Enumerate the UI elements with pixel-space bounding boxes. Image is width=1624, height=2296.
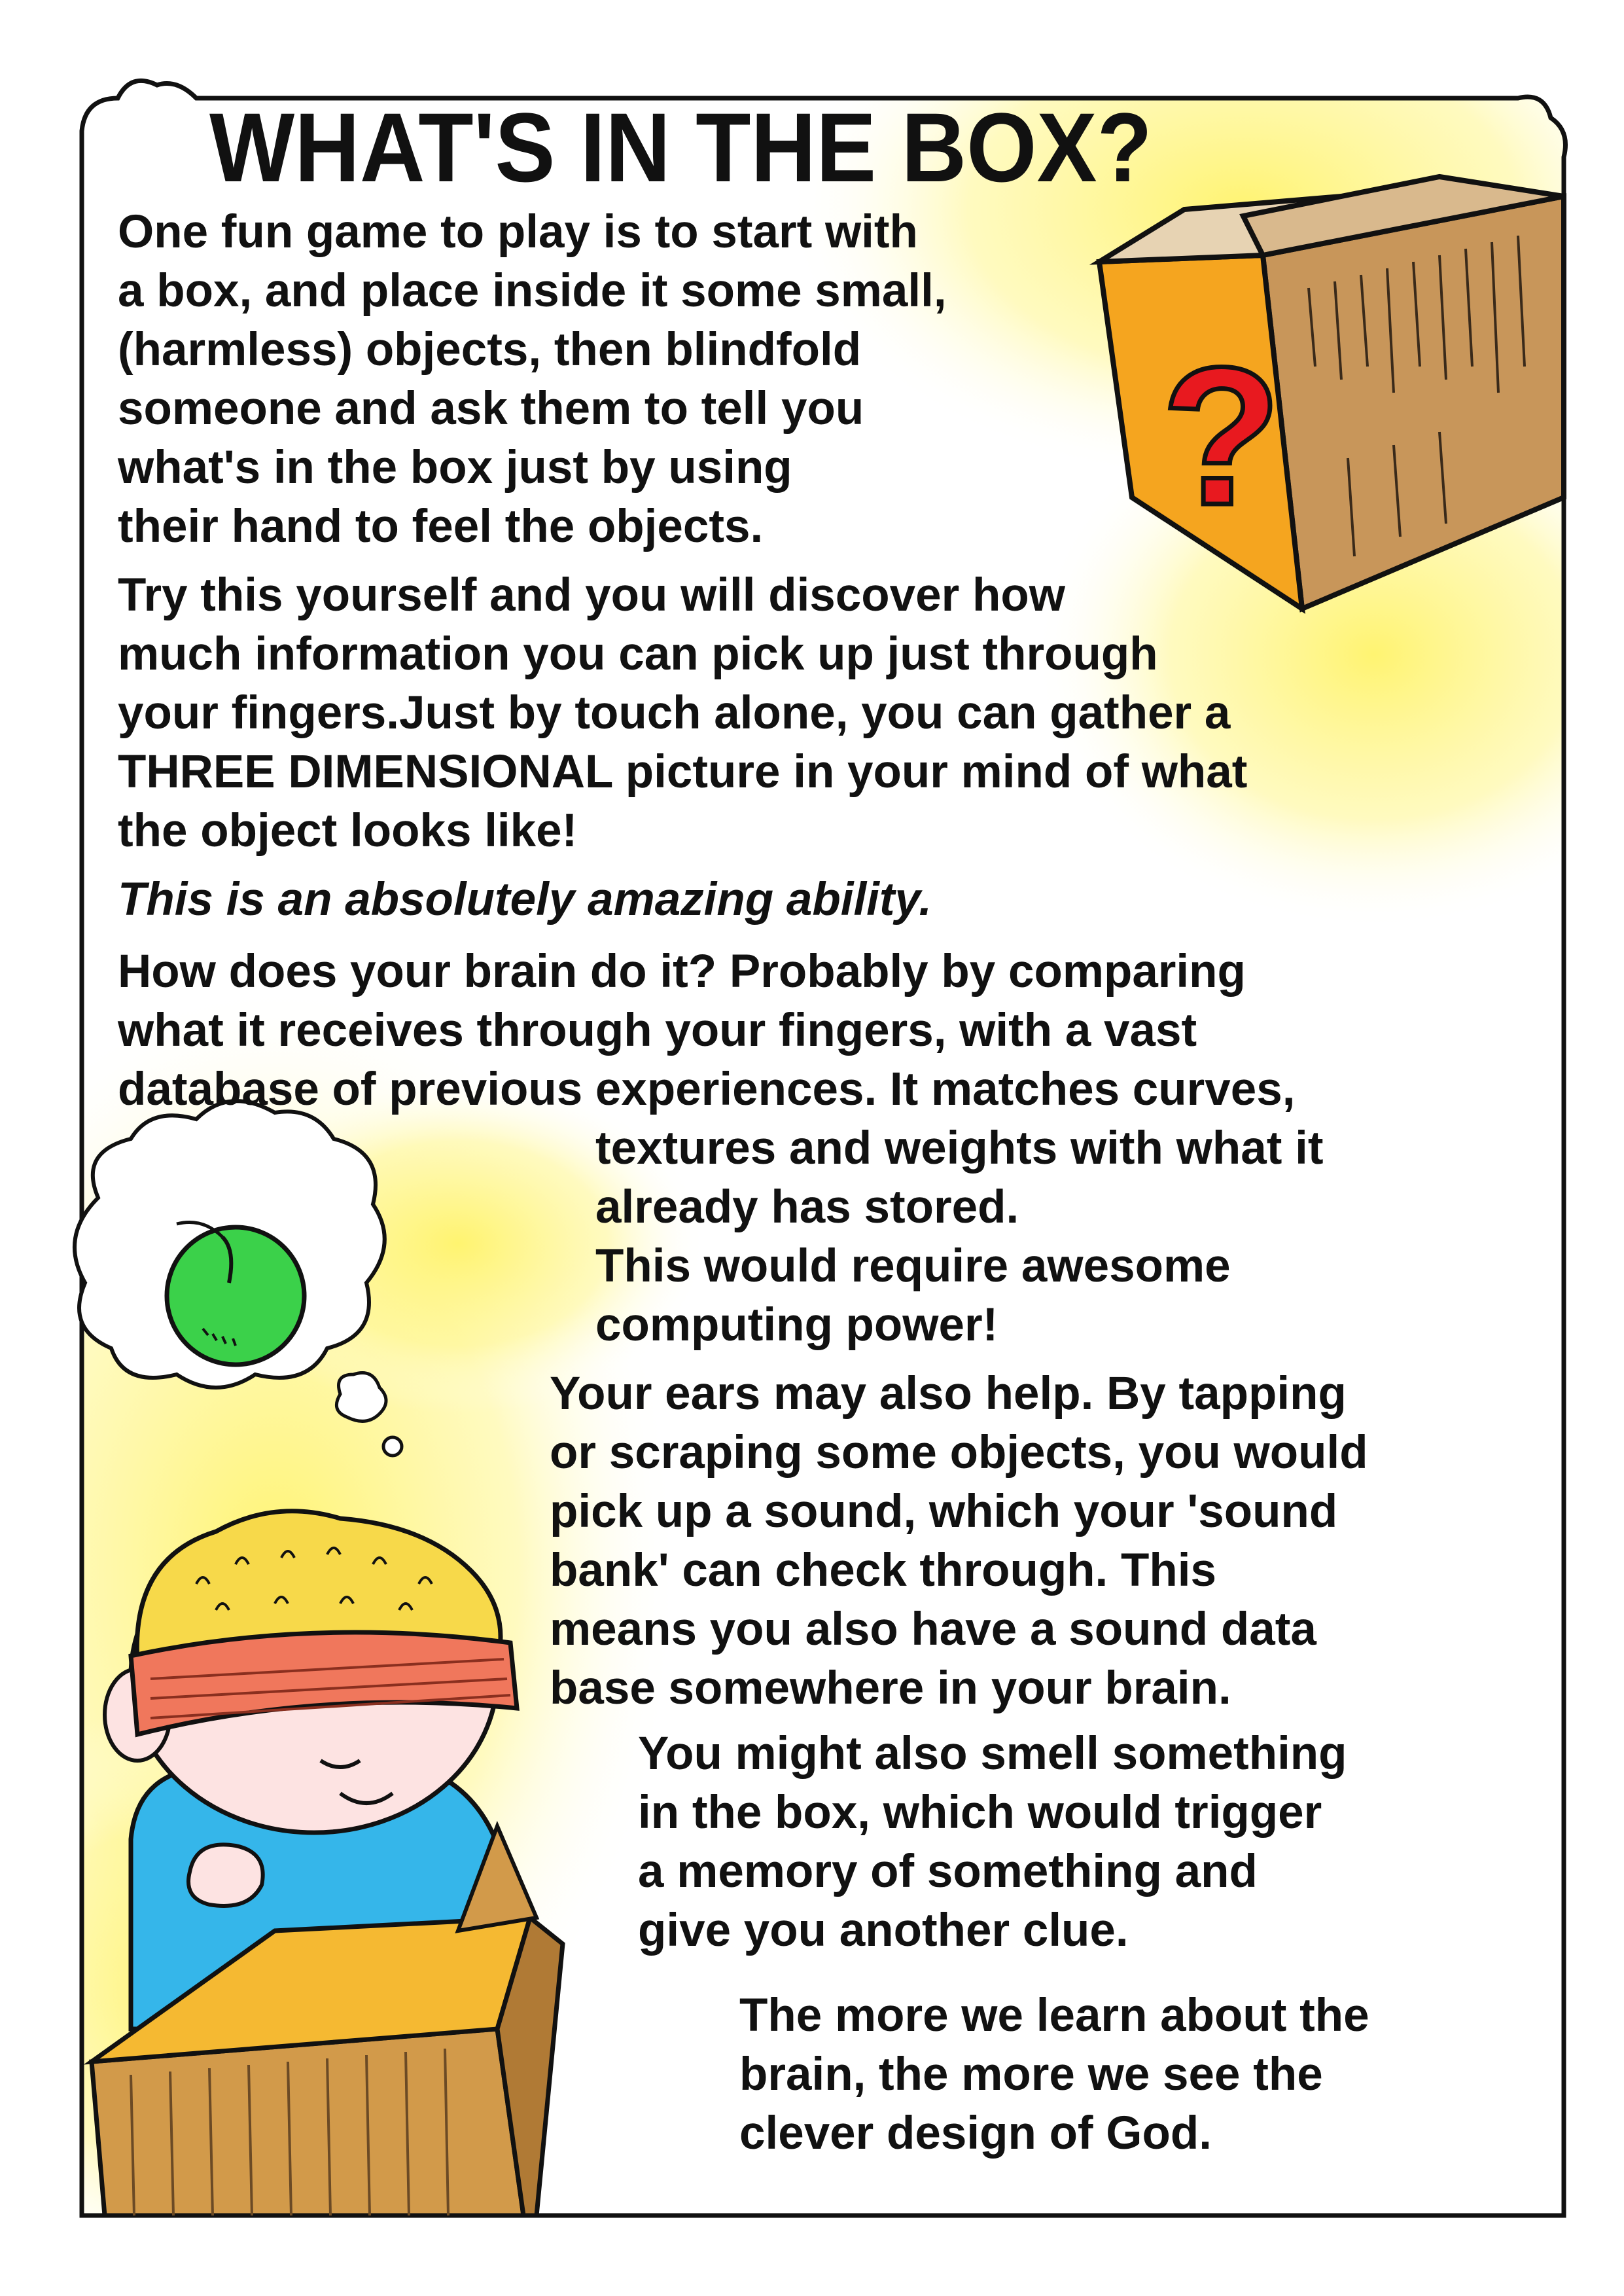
text-line: someone and ask them to tell you xyxy=(118,383,864,435)
question-mark-icon: ? xyxy=(1161,326,1282,546)
text-line: your fingers.Just by touch alone, you can gather a xyxy=(118,687,1231,739)
paragraph-ears xyxy=(550,1365,1368,1718)
text-line: You might also smell something xyxy=(638,1728,1347,1780)
text-line: the object looks like! xyxy=(118,805,578,857)
text-line: a box, and place inside it some small, xyxy=(118,265,947,317)
text-line: a memory of something and xyxy=(638,1846,1258,1897)
text-line: much information you can pick up just through xyxy=(118,628,1158,680)
text-line: This is an absolutely amazing ability. xyxy=(118,874,932,925)
text-line: bank' can check through. This xyxy=(550,1545,1216,1596)
text-line: database of previous experiences. It matches curves, xyxy=(118,1064,1296,1115)
text-line: what it receives through your fingers, with a vast xyxy=(118,1005,1197,1056)
text-line: their hand to feel the objects. xyxy=(118,501,764,552)
paragraph-brain-comparison xyxy=(118,942,1295,1119)
page-title: WHAT'S IN THE BOX? xyxy=(209,92,1152,202)
paragraph-brain-comparison-continued xyxy=(595,1119,1323,1237)
paragraph-try-yourself xyxy=(118,566,1247,861)
paragraph-computing-power xyxy=(595,1237,1231,1355)
text-line: what's in the box just by using xyxy=(118,442,792,493)
text-line: clever design of God. xyxy=(739,2108,1212,2159)
text-line: brain, the more we see the xyxy=(739,2049,1323,2100)
text-line: pick up a sound, which your 'sound xyxy=(550,1486,1338,1537)
text-line: means you also have a sound data xyxy=(550,1604,1316,1655)
text-line: base somewhere in your brain. xyxy=(550,1662,1231,1714)
text-line: (harmless) objects, then blindfold xyxy=(118,324,862,376)
paragraph-design-of-god xyxy=(739,1986,1369,2163)
text-line: give you another clue. xyxy=(638,1905,1129,1956)
text-line: The more we learn about the xyxy=(739,1990,1369,2041)
text-line: Your ears may also help. By tapping xyxy=(550,1368,1347,1420)
text-line: computing power! xyxy=(595,1299,998,1351)
text-line: already has stored. xyxy=(595,1181,1019,1233)
text-line: THREE DIMENSIONAL picture in your mind of what xyxy=(118,746,1248,798)
blindfolded-boy-illustration xyxy=(92,1511,563,2215)
paragraph-amazing-ability xyxy=(118,870,932,929)
text-line: or scraping some objects, you would xyxy=(550,1427,1368,1479)
text-line: Try this yourself and you will discover how xyxy=(118,569,1065,621)
paragraph-smell xyxy=(638,1725,1347,1960)
text-line: in the box, which would trigger xyxy=(638,1787,1322,1839)
text-line: textures and weights with what it xyxy=(595,1122,1324,1174)
text-line: One fun game to play is to start with xyxy=(118,206,918,258)
paragraph-game-intro xyxy=(118,203,947,556)
text-line: This would require awesome xyxy=(595,1240,1231,1292)
text-line: How does your brain do it? Probably by comparing xyxy=(118,946,1246,997)
